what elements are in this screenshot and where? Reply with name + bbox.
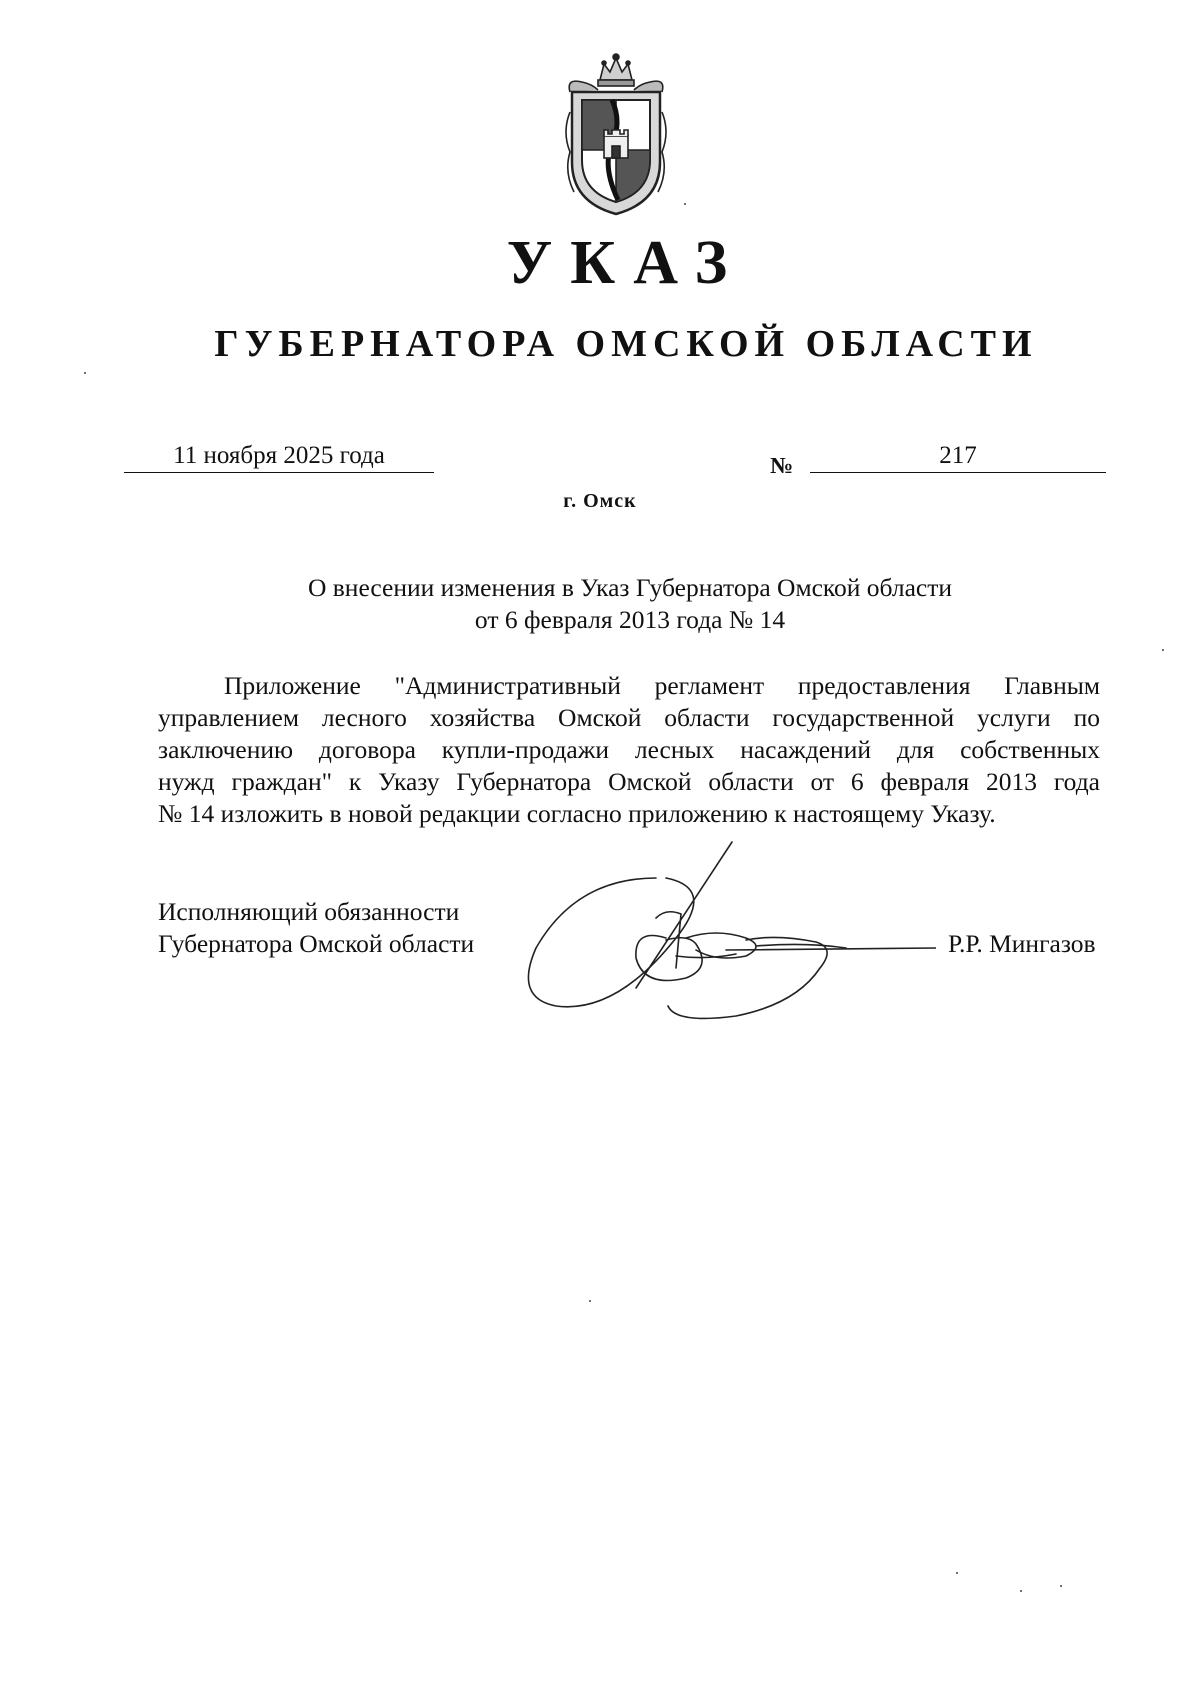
heading-line: от 6 февраля 2013 года № 14 (474, 605, 786, 634)
heading-line: О внесении изменения в Указ Губернатора Омской области (307, 573, 953, 602)
scan-speck (956, 1572, 958, 1574)
scan-speck (1162, 649, 1164, 651)
decree-title: УКАЗ (506, 229, 746, 297)
body-line: № 14 изложить в новой редакции согласно приложению к настоящему Указу. (158, 799, 996, 828)
scan-speck (1020, 1590, 1022, 1592)
body-line: Приложение "Административный регламент предоставления Главным (224, 671, 1100, 700)
scan-speck (1060, 1585, 1062, 1587)
body-line: заключению договора купли-продажи лесных насаждений для собственных (158, 735, 1100, 764)
decree-number: 217 (810, 440, 1106, 473)
number-sign: № (770, 453, 794, 478)
decree-date: 11 ноября 2025 года (124, 440, 434, 473)
signer-position (158, 896, 474, 960)
scan-speck (589, 1300, 591, 1302)
decree-heading (200, 572, 1060, 636)
scan-speck (684, 203, 686, 205)
body-line: нужд граждан" к Указу Губернатора Омской области от 6 февраля 2013 года (158, 767, 1100, 796)
coat-of-arms-icon (562, 52, 670, 217)
decree-body (158, 670, 1100, 830)
scan-speck (84, 372, 86, 374)
decree-issuer: ГУБЕРНАТОРА ОМСКОЙ ОБЛАСТИ (214, 323, 1038, 365)
signer-name: Р.Р. Мингазов (948, 929, 1096, 958)
body-line: управлением лесного хозяйства Омской области государственной услуги по (158, 703, 1100, 732)
signature-image (516, 838, 936, 1028)
signer-position-line: Исполняющий обязанности (158, 897, 460, 926)
decree-city: г. Омск (563, 490, 637, 512)
signer-position-line: Губернатора Омской области (158, 929, 475, 958)
